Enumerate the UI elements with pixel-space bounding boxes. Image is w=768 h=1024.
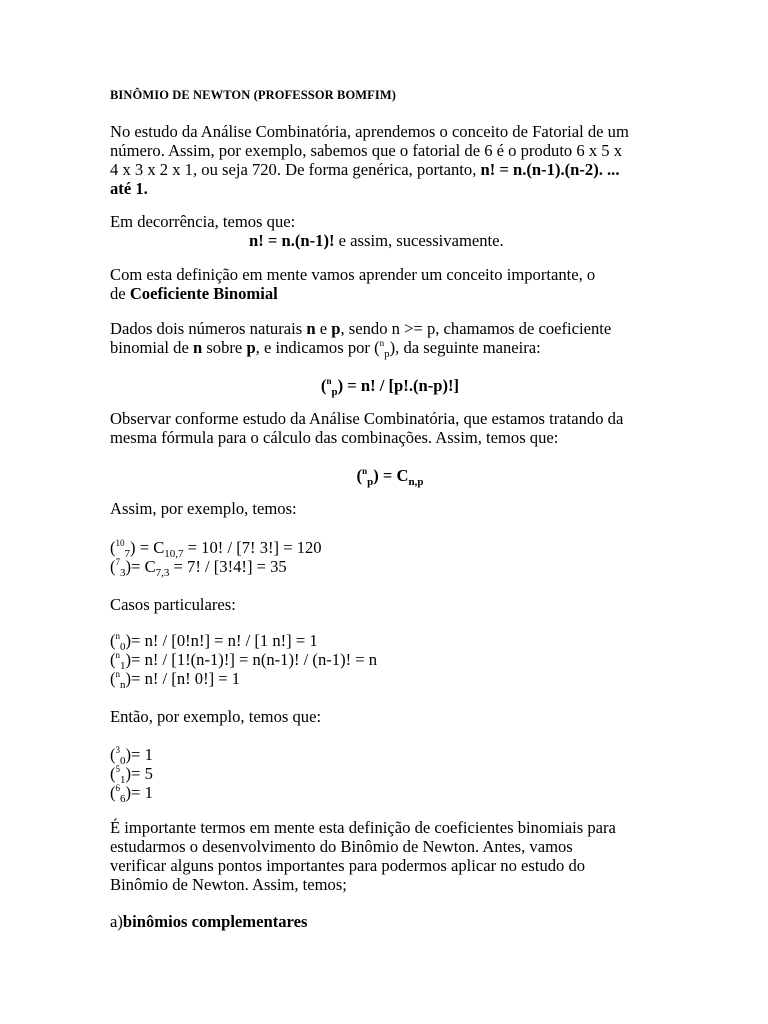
exemplo-2-rest: = 7! / [3!4!] = 35 — [169, 557, 287, 576]
entao-3-sup: 6 — [115, 783, 121, 793]
dados-n: n — [306, 319, 316, 338]
factorial-definition: n! = n.(n-1).(n-2). ... — [480, 160, 620, 179]
caso-1 — [110, 631, 318, 653]
intro-line-4 — [110, 179, 148, 198]
section-a-title: binômios complementares — [122, 912, 308, 931]
formula1-sup: n — [326, 376, 332, 386]
caso-1-sub: 0 — [120, 641, 126, 653]
dados-sub-p: p — [384, 348, 390, 360]
document-title: BINÔMIO DE NEWTON (PROFESSOR BOMFIM) — [110, 88, 397, 102]
entao-exemplo-2 — [110, 764, 153, 786]
intro-line-3 — [110, 160, 619, 179]
formula1-open: ( — [320, 376, 327, 395]
recursive-factorial-formula: n! = n.(n-1)! — [249, 231, 335, 250]
factorial-definition-end: até 1. — [110, 179, 148, 198]
dados-l2-p: p — [246, 338, 256, 357]
formula1-rest: ) = n! / [p!.(n-p)!] — [337, 376, 460, 395]
formula2-mid: ) = C — [373, 466, 409, 485]
caso-1-sup: n — [115, 631, 121, 641]
dados-l2-n: n — [192, 338, 203, 357]
dados-line-2 — [110, 338, 541, 360]
definicao-line-2-text: de — [110, 284, 130, 303]
observar-line-1: Observar conforme estudo da Análise Combinatória, que estamos tratando da — [110, 409, 624, 428]
dados-p: p — [331, 319, 341, 338]
exemplo-1 — [110, 538, 322, 560]
entao-3-open: ( — [110, 783, 116, 802]
entao-1-rest: )= 1 — [125, 745, 153, 764]
entao-intro: Então, por exemplo, temos que: — [110, 707, 322, 726]
intro-line-1: No estudo da Análise Combinatória, aprendemos o conceito de Fatorial de um — [110, 122, 629, 141]
importante-line-1: É importante termos em mente esta definição de coeficientes binomiais para — [110, 818, 616, 837]
caso-3-sub: n — [120, 679, 126, 691]
exemplo-1-mid: ) = C — [130, 538, 165, 557]
definicao-line-2 — [110, 284, 278, 303]
exemplo-1-rest: = 10! / [7! 3!] = 120 — [183, 538, 322, 557]
exemplo-intro: Assim, por exemplo, temos: — [110, 499, 297, 518]
importante-line-4: Binômio de Newton. Assim, temos; — [110, 875, 347, 894]
section-a-prefix: a) — [110, 912, 123, 931]
exemplo-2-sub2: 7,3 — [155, 567, 170, 579]
exemplo-2-open: ( — [110, 557, 116, 576]
decorrencia-formula-rest: e assim, sucessivamente. — [334, 231, 504, 250]
formula2-open: ( — [356, 466, 363, 485]
formula-coeficiente-binomial — [110, 376, 670, 398]
entao-exemplo-1 — [110, 745, 153, 767]
entao-2-sup: 5 — [115, 764, 121, 774]
entao-2-sub: 1 — [120, 774, 126, 786]
importante-line-3: verificar alguns pontos importantes para podermos aplicar no estudo do — [110, 856, 586, 875]
caso-2 — [110, 650, 378, 672]
caso-2-open: ( — [110, 650, 116, 669]
casos-intro: Casos particulares: — [110, 595, 236, 614]
dados-text-2: e — [315, 319, 332, 338]
dados-l2-text-1: binomial de — [110, 338, 193, 357]
dados-sup-n: n — [379, 338, 385, 348]
dados-text-3: , sendo n >= p, chamamos de coeficiente — [340, 319, 612, 338]
coeficiente-binomial-term: Coeficiente Binomial — [129, 284, 278, 303]
formula-combinacao — [110, 466, 670, 488]
dados-l2-text-2: sobre — [202, 338, 247, 357]
dados-l2-text-3: , e indicamos por ( — [255, 338, 380, 357]
dados-line-1 — [110, 319, 611, 338]
entao-1-open: ( — [110, 745, 116, 764]
caso-1-rest: )= n! / [0!n!] = n! / [1 n!] = 1 — [125, 631, 318, 650]
formula2-sup: n — [362, 466, 368, 476]
caso-1-open: ( — [110, 631, 116, 650]
dados-l2-text-4: ), da seguinte maneira: — [389, 338, 541, 357]
section-a-heading — [110, 912, 307, 931]
intro-line-3-text: 4 x 3 x 2 x 1, ou seja 720. De forma genérica, portanto, — [110, 160, 481, 179]
caso-3-rest: )= n! / [n! 0!] = 1 — [125, 669, 241, 688]
exemplo-2-sup: 7 — [115, 557, 121, 567]
caso-3-open: ( — [110, 669, 116, 688]
importante-line-2: estudarmos o desenvolvimento do Binômio de Newton. Antes, vamos — [110, 837, 573, 856]
definicao-line-1: Com esta definição em mente vamos aprender um conceito importante, o — [110, 265, 596, 284]
entao-3-sub: 6 — [120, 793, 126, 805]
entao-2-open: ( — [110, 764, 116, 783]
caso-2-rest: )= n! / [1!(n-1)!] = n(n-1)! / (n-1)! = n — [125, 650, 378, 669]
dados-text-1: Dados dois números naturais — [110, 319, 307, 338]
exemplo-2 — [110, 557, 287, 579]
formula2-sub: p — [367, 476, 374, 488]
entao-1-sub: 0 — [120, 755, 126, 767]
intro-line-2: número. Assim, por exemplo, sabemos que o fatorial de 6 é o produto 6 x 5 x — [110, 141, 623, 160]
entao-exemplo-3 — [110, 783, 153, 805]
caso-3-sup: n — [115, 669, 121, 679]
caso-2-sup: n — [115, 650, 121, 660]
entao-1-sup: 3 — [115, 745, 121, 755]
decorrencia-formula — [249, 231, 504, 250]
decorrencia-line-1: Em decorrência, temos que: — [110, 212, 296, 231]
exemplo-1-open: ( — [110, 538, 116, 557]
caso-2-sub: 1 — [120, 660, 126, 672]
caso-3 — [110, 669, 241, 691]
observar-line-2: mesma fórmula para o cálculo das combinações. Assim, temos que: — [110, 428, 559, 447]
formula2-sub2: n,p — [408, 476, 424, 488]
exemplo-1-sup: 10 — [115, 538, 125, 548]
exemplo-1-sub: 7 — [124, 548, 131, 560]
exemplo-2-sub: 3 — [120, 567, 126, 579]
exemplo-1-sub2: 10,7 — [164, 548, 184, 560]
exemplo-2-mid: )= C — [125, 557, 156, 576]
entao-2-rest: )= 5 — [125, 764, 153, 783]
formula1-sub: p — [331, 386, 338, 398]
entao-3-rest: )= 1 — [125, 783, 153, 802]
